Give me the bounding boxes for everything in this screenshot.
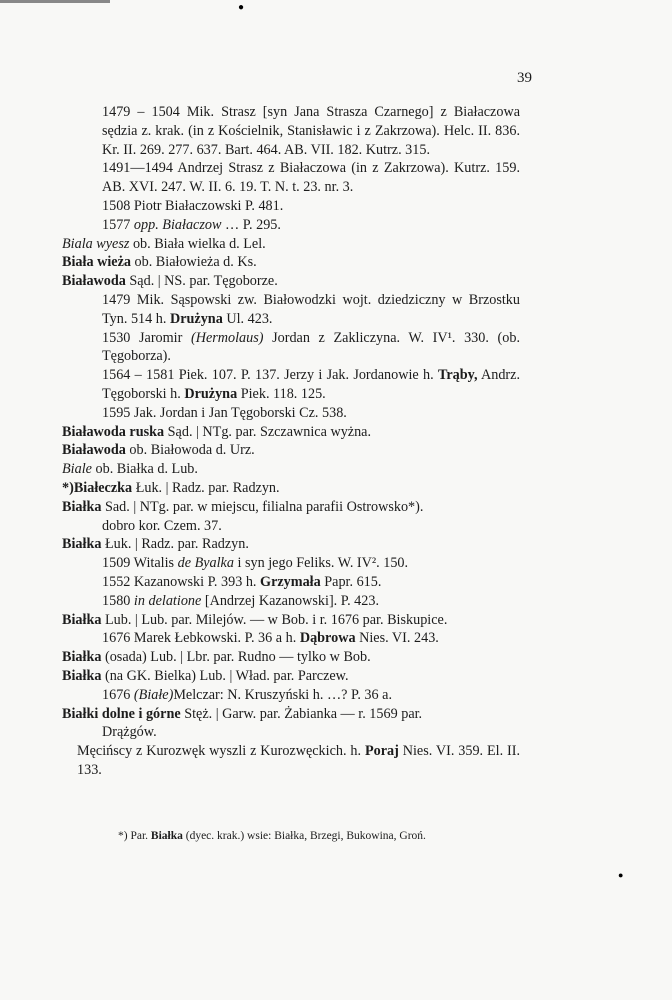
family-note (62, 742, 520, 780)
italic-form: opp. Białaczow (133, 216, 222, 233)
italic-form: (Hermolaus) (190, 329, 264, 346)
entry-text: Nies. VI. 243. (355, 630, 439, 647)
entry-text: Andrz. Tęgoborski h. (102, 367, 521, 402)
place-name-bold: Poraj (364, 743, 399, 760)
dated-record (62, 629, 520, 648)
place-name-bold: Białki dolne i górne (62, 705, 181, 722)
entry-text: 1577 (102, 216, 134, 233)
headword-entry (62, 272, 520, 291)
headword-entry (62, 705, 520, 724)
italic-form: in delatione (133, 592, 202, 609)
entry-text: Nies. VI. 359. El. II. 133. (77, 743, 521, 778)
entry-text: Melczar: N. Kruszyński h. …? P. 36 a. (173, 686, 392, 703)
place-name-bold: Dąbrowa (299, 630, 356, 647)
entry-text: 1595 Jak. Jordan i Jan Tęgoborski Cz. 538. (102, 404, 347, 421)
headword-entry (62, 479, 520, 498)
entry-text: 1509 Witalis (102, 555, 178, 572)
entry-continuation (62, 517, 520, 536)
place-name-bold: Biała wieża (62, 254, 131, 271)
headword-entry (62, 235, 520, 254)
ink-speck: ● (238, 2, 245, 13)
headword-entry (62, 460, 520, 479)
headword-entry (62, 667, 520, 686)
entry-text: 1491—1494 Andrzej Strasz z Białaczowa (in z Zakrzowa). Kutrz. 159. AB. XVI. 247. W. II. 6. 19. T. N. t. 23. nr. 3. (102, 160, 520, 196)
place-name-bold: Białka (62, 611, 102, 628)
entry-text: ob. Białowoda d. Urz. (125, 442, 255, 459)
entry-text: (na GK. Bielka) Lub. | Wład. par. Parczew. (101, 667, 349, 684)
dated-record (62, 103, 520, 159)
headword-entry (62, 648, 520, 667)
entry-text: 1479 Mik. Sąspowski zw. Białowodzki wojt. dziedziczny w Brzostku Tyn. 514 h. (102, 291, 520, 327)
entry-text: Stęż. | Garw. par. Żabianka — r. 1569 par. (180, 705, 423, 722)
place-name-bold: Białka (62, 536, 102, 553)
entry-text: ob. Białowieża d. Ks. (130, 254, 257, 271)
ink-speck: ● (618, 870, 624, 880)
entry-text: ob. Białka d. Lub. (91, 461, 198, 478)
place-name-bold: Białawoda (62, 442, 126, 459)
dated-record (62, 159, 520, 197)
place-name-bold: Białka (62, 649, 102, 666)
entry-text: 1508 Piotr Białaczowski P. 481. (102, 197, 284, 214)
place-name-bold: Białka (62, 667, 102, 684)
place-name-bold: Grzymała (260, 573, 321, 590)
entry-text: Sąd. | NTg. par. Szczawnica wyżna. (164, 423, 372, 440)
place-name-bold: Trąby, (437, 367, 478, 384)
entry-text: 1552 Kazanowski P. 393 h. (102, 573, 261, 590)
dated-record (62, 216, 520, 235)
dated-record (62, 366, 520, 404)
place-name-bold: Drużyna (169, 310, 223, 327)
entry-text: Lub. | Lub. par. Milejów. — w Bob. i r. 1676 par. Biskupice. (101, 611, 448, 628)
footnote (118, 830, 538, 842)
scan-edge-mark (0, 0, 110, 3)
entry-text: Piek. 118. 125. (237, 385, 326, 402)
italic-form: Biala wyesz (62, 235, 130, 252)
entry-text: Drążgów. (102, 724, 157, 741)
dated-record (62, 573, 520, 592)
headword-entry (62, 535, 520, 554)
entry-text: Łuk. | Radz. par. Radzyn. (101, 536, 249, 553)
entry-continuation (62, 723, 520, 742)
entry-text: 1580 (102, 592, 134, 609)
headword-entry (62, 423, 520, 442)
place-name-bold: Białawoda (62, 273, 126, 290)
dated-record (62, 404, 520, 423)
entry-text: [Andrzej Kazanowski]. P. 423. (201, 592, 380, 609)
footnote-head: Białka (150, 830, 183, 842)
entry-text: (osada) Lub. | Lbr. par. Rudno — tylko w Bob. (101, 649, 371, 666)
headword-entry (62, 611, 520, 630)
headword-entry (62, 441, 520, 460)
footnote-mark: *) Par. (118, 830, 149, 842)
entry-text: … P. 295. (221, 216, 281, 233)
dated-record (62, 329, 520, 367)
italic-form: Biale (62, 461, 92, 478)
footnote-text: (dyec. krak.) wsie: Białka, Brzegi, Bukowina, Groń. (182, 830, 426, 842)
dated-record (62, 197, 520, 216)
entry-text: 1676 Marek Łebkowski. P. 36 a h. (102, 630, 300, 647)
place-name-bold: Białka (62, 498, 102, 515)
entry-text: Męcińscy z Kurozwęk wyszli z Kurozwęckich. h. (77, 743, 365, 760)
page-number: 39 (517, 70, 532, 86)
entry-text: Sąd. | NS. par. Tęgoborze. (125, 273, 278, 290)
entry-text: dobro kor. Czem. 37. (102, 517, 222, 534)
entry-text: Papr. 615. (320, 573, 382, 590)
dated-record (62, 592, 520, 611)
entry-text: Łuk. | Radz. par. Radzyn. (132, 479, 280, 496)
entry-text: Jordan z Zakliczyna. W. IV¹. 330. (ob. Tęgoborza). (102, 329, 520, 365)
place-name-bold: Białawoda ruska (62, 423, 165, 440)
entry-text: 1530 Jaromir (102, 329, 191, 346)
place-name-bold: Drużyna (184, 385, 238, 402)
entry-text: Ul. 423. (222, 310, 273, 327)
entry-text: i syn jego Feliks. W. IV². 150. (233, 555, 409, 572)
headword-entry (62, 253, 520, 272)
headword-entry (62, 498, 520, 517)
entry-text: 1676 (102, 686, 134, 703)
dated-record (62, 686, 520, 705)
italic-form: de Byalka (177, 555, 234, 572)
place-name-bold: *)Białeczka (62, 479, 133, 496)
entry-text: ob. Biała wielka d. Lel. (129, 235, 266, 252)
italic-form: (Białe) (133, 686, 174, 703)
entry-text: 1564 – 1581 Piek. 107. P. 137. Jerzy i Jak. Jordanowie h. (102, 367, 438, 384)
gazetteer-entries (62, 103, 520, 780)
entry-text: 1479 – 1504 Mik. Strasz [syn Jana Strasza Czarnego] z Białaczowa sędzia z. krak. (in z Kościelnik, Stanisławic i z Zakrzowa). Helc. II. 836. Kr. II. 269. 277. 637. Bart. 464. AB. VII. 182. Kutrz. 315. (102, 104, 520, 158)
dated-record (62, 554, 520, 573)
dated-record (62, 291, 520, 329)
entry-text: Sad. | NTg. par. w miejscu, filialna parafii Ostrowsko*). (101, 498, 424, 515)
